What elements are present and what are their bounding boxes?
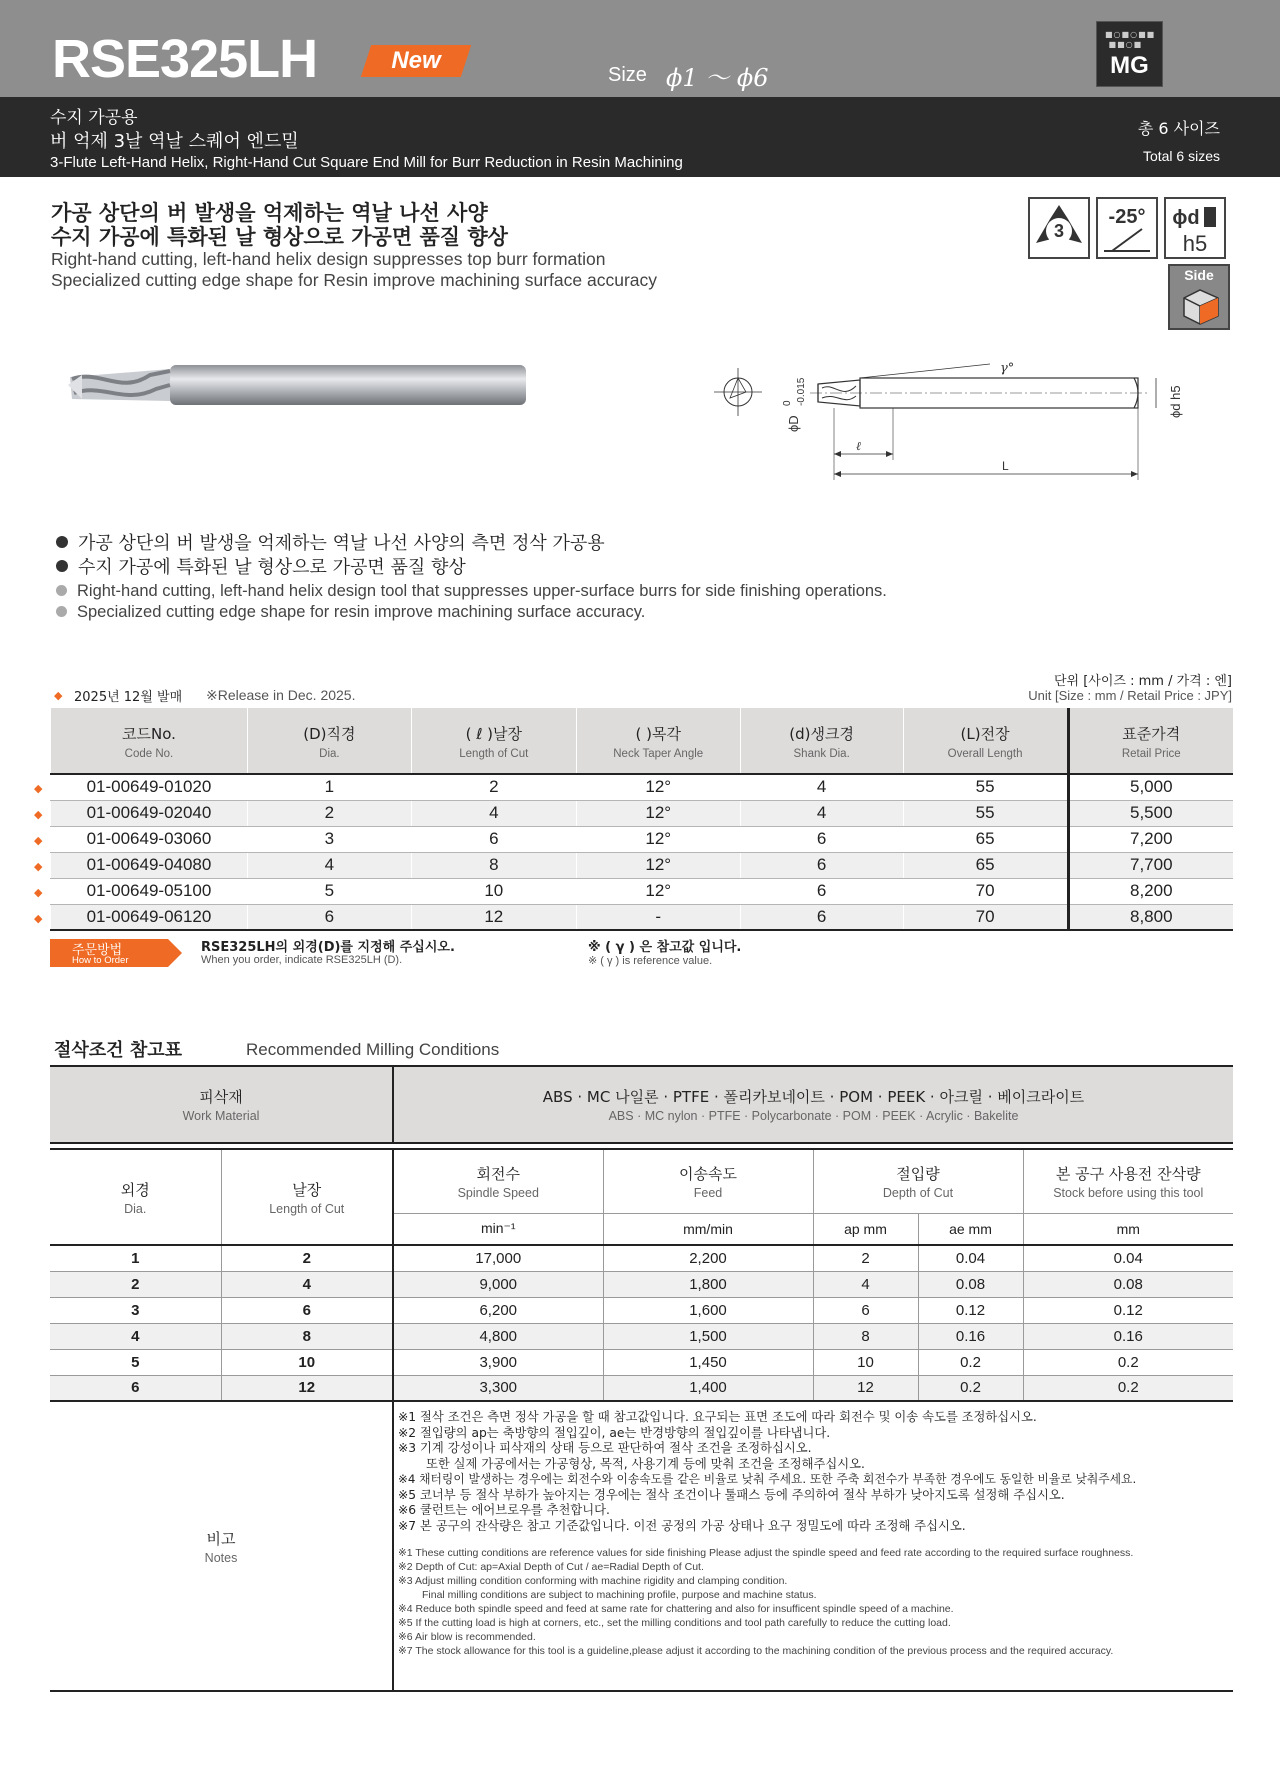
note-en-5: ※5 If the cutting load is high at corners, etc., set the milling conditions and tool path carefully to reduce the cutting load.: [398, 1617, 951, 1629]
release-ko: 2025년 12월 발매: [74, 690, 183, 705]
ref-note-ko: ※ ( γ ) 은 참고값 입니다.: [588, 940, 742, 955]
order-note-en: When you order, indicate RSE325LH (D).: [201, 954, 403, 966]
table-row: 5 10 3,900 1,450 10 0.2 0.2: [50, 1349, 1233, 1375]
notes-content: [393, 1401, 1233, 1691]
shank-tolerance-icon: [1164, 197, 1226, 259]
note-en-2: ※2 Depth of Cut: ap=Axial Depth of Cut / ae=Radial Depth of Cut.: [398, 1561, 704, 1573]
col-overall-length: (L)전장 Overall Length: [903, 708, 1068, 774]
note-ko-1: ※1 절삭 조건은 측면 정삭 가공을 할 때 참고값입니다. 요구되는 표면 조도에 따라 회전수 및 이송 속도를 조정하십시오.: [398, 1410, 1037, 1424]
row-diamond: ◆: [34, 782, 43, 795]
milling-title-en: Recommended Milling Conditions: [246, 1040, 500, 1059]
mg-dots: ■○■○■■ ■■○■: [1105, 30, 1156, 49]
col-length-of-cut: 날장 Length of Cut: [221, 1149, 393, 1245]
note-en-1: ※1 These cutting conditions are reference values for side finishing Please adjust the spindle speed and feed rate according to the required surface roughness.: [398, 1547, 1134, 1559]
bullet-en-1: Right-hand cutting, left-hand helix design tool that suppresses upper-surface burrs for side finishing operations.: [56, 582, 887, 601]
size-range: ϕ1 ～ ϕ6: [666, 64, 769, 92]
row-diamond: ◆: [34, 886, 43, 899]
note-ko-2: ※2 절입량의 ap는 축방향의 절입깊이, ae는 반경방향의 절입깊이를 나타냅니다.: [398, 1425, 831, 1440]
dia-tol-label: ϕD: [786, 415, 801, 432]
milling-table: [50, 1065, 1233, 1692]
row-diamond: ◆: [34, 912, 43, 925]
note-ko-7: ※7 본 공구의 잔삭량은 참고 기준값입니다. 이전 공정의 가공 상태나 요구 정밀도에 따라 조정해 주십시오.: [398, 1518, 966, 1533]
col-dia: (D)직경 Dia.: [247, 708, 411, 774]
table-row: 01-00649-03060 3 6 12° 6 65 7,200: [51, 826, 1234, 852]
shank-dia-label: ϕd: [1172, 207, 1200, 229]
table-row: 01-00649-02040 2 4 12° 4 55 5,500: [51, 800, 1234, 826]
headline-ko-2: 수지 가공에 특화된 날 형상으로 가공면 품질 향상: [51, 225, 508, 249]
shank-tol-label: h5: [1182, 231, 1208, 256]
table-row: 4 8 4,800 1,500 8 0.16 0.16: [50, 1323, 1233, 1349]
side-icon: [1168, 264, 1230, 330]
category-en: 3-Flute Left-Hand Helix, Right-Hand Cut Square End Mill for Burr Reduction in Resin Machining: [50, 154, 683, 171]
product-title: RSE325LH: [52, 29, 318, 89]
milling-units: min⁻¹ mm/min ap mm ae mm mm: [50, 1213, 1233, 1245]
table-row: 1 2 17,000 2,200 2 0.04 0.04: [50, 1245, 1233, 1271]
unit-ko: 단위 [사이즈 : mm / 가격 : 엔]: [1053, 674, 1232, 689]
col-spindle-speed: 회전수 Spindle Speed: [393, 1149, 603, 1213]
note-en-7: ※7 The stock allowance for this tool is a guideline,please adjust it according to the machining condition of the previous process and the required accuracy.: [398, 1645, 1114, 1657]
work-material-row: [50, 1066, 1233, 1143]
note-en-3b: Final milling conditions are subject to machining profile, purpose and machine status.: [422, 1589, 817, 1601]
note-en-3: ※3 Adjust milling condition conforming with machine rigidity and clamping condition.: [398, 1575, 788, 1587]
bullet-dot: [56, 585, 67, 596]
headline-ko-1: 가공 상단의 버 발생을 억제하는 역날 나선 사양: [51, 201, 488, 225]
category-ko-1: 수지 가공용: [50, 108, 138, 128]
total-sizes-en: Total 6 sizes: [1142, 148, 1220, 164]
ref-note-en: ※ ( γ ) is reference value.: [588, 955, 713, 967]
note-en-4: ※4 Reduce both spindle speed and feed at same rate for chattering and also for insufficent spindle speed of a machine.: [398, 1603, 954, 1615]
side-label: Side: [1184, 267, 1214, 283]
row-diamond: ◆: [34, 860, 43, 873]
col-code: 코드No. Code No.: [51, 708, 248, 774]
col-dia: 외경 Dia.: [50, 1149, 221, 1245]
bullet-dot: [56, 536, 68, 548]
col-neck-angle: ( )목각 Neck Taper Angle: [576, 708, 740, 774]
helix-angle-icon: [1096, 197, 1158, 259]
size-label: Size: [608, 64, 647, 86]
row-diamond: ◆: [34, 834, 43, 847]
bullet-en-2: Specialized cutting edge shape for resin improve machining surface accuracy.: [56, 603, 645, 622]
bullet-dot: [56, 560, 68, 572]
bullet-dot: [56, 606, 67, 617]
unit-en: Unit [Size : mm / Retail Price : JPY]: [1028, 688, 1232, 703]
col-feed: 이송속도 Feed: [603, 1149, 813, 1213]
lcut-label: ℓ: [856, 439, 861, 453]
flutes-icon: [1028, 197, 1090, 259]
release-diamond: ◆: [54, 689, 63, 702]
col-price: 표준가격 Retail Price: [1068, 708, 1233, 774]
note-ko-3b: 또한 실제 가공에서는 가공형상, 목적, 사용기계 등에 맞춰 조건을 조정해주십시오.: [426, 1456, 865, 1471]
order-note-ko: RSE325LH의 외경(D)를 지정해 주십시오.: [201, 940, 455, 955]
notes-label: 비고 Notes: [50, 1401, 393, 1691]
milling-header: [50, 1149, 1233, 1213]
milling-title-ko: 절삭조건 참고표: [54, 1040, 182, 1061]
length-label: L: [1002, 459, 1009, 473]
helix-angle-value: -25°: [1108, 206, 1146, 228]
note-ko-6: ※6 쿨런트는 에어브로우를 추천합니다.: [398, 1503, 610, 1517]
tol-upper: 0: [782, 400, 793, 406]
flutes-count: 3: [1053, 221, 1065, 241]
headline-en-1: Right-hand cutting, left-hand helix design suppresses top burr formation: [51, 249, 606, 269]
release-en: ※Release in Dec. 2025.: [206, 687, 356, 703]
shank-label: ϕd h5: [1168, 385, 1183, 418]
notes-row: [50, 1401, 1233, 1691]
work-material-label: 피삭재 Work Material: [50, 1066, 393, 1143]
category-ko-2: 버 억제 3날 역날 스퀘어 엔드밀: [50, 131, 299, 152]
table-row: 01-00649-05100 5 10 12° 6 70 8,200: [51, 878, 1234, 904]
table-row: 3 6 6,200 1,600 6 0.12 0.12: [50, 1297, 1233, 1323]
total-sizes-ko: 총 6 사이즈: [1137, 119, 1220, 138]
table-row: 6 12 3,300 1,400 12 0.2 0.2: [50, 1375, 1233, 1401]
how-to-order-arrow: [168, 939, 182, 967]
mg-badge: [1096, 21, 1163, 87]
product-table: [50, 708, 1233, 931]
col-stock: 본 공구 사용전 잔삭량 Stock before using this tool: [1023, 1149, 1233, 1213]
new-badge: New: [361, 45, 471, 77]
product-table-header: [51, 708, 1234, 774]
technical-drawing: [710, 350, 1250, 480]
bullet-ko-1: 가공 상단의 버 발생을 억제하는 역날 나선 사양의 측면 정삭 가공용: [56, 529, 605, 555]
note-ko-5: ※5 코너부 등 절삭 부하가 높아지는 경우에는 절삭 조건이나 툴패스 등에 주의하여 절삭 부하가 낮아지도록 설정해 주십시오.: [398, 1487, 1065, 1502]
table-row: 01-00649-01020 1 2 12° 4 55 5,000: [51, 774, 1234, 800]
table-row: 01-00649-06120 6 12 - 6 70 8,800: [51, 904, 1234, 930]
mg-label: MG: [1110, 52, 1149, 79]
col-shank-dia: (d)생크경 Shank Dia.: [740, 708, 903, 774]
note-ko-4: ※4 채터링이 발생하는 경우에는 회전수와 이송속도를 같은 비율로 낮춰 주세요. 또한 주축 회전수가 부족한 경우에도 동일한 비율로 낮춰주세요.: [398, 1472, 1137, 1486]
bullet-ko-2: 수지 가공에 특화된 날 형상으로 가공면 품질 향상: [56, 553, 466, 579]
how-to-order-ko: 주문방법: [72, 943, 123, 958]
note-en-6: ※6 Air blow is recommended.: [398, 1631, 536, 1643]
row-diamond: ◆: [34, 808, 43, 821]
work-material-value: ABS · MC 나일론 · PTFE · 폴리카보네이트 · POM · PEEK · 아크릴 · 베이크라이트 ABS · MC nylon · PTFE · Polycarbonate · POM · PEEK · Acrylic · Bakelite: [393, 1066, 1233, 1143]
table-row: 01-00649-04080 4 8 12° 6 65 7,700: [51, 852, 1234, 878]
gamma-label: γ°: [1000, 361, 1015, 376]
col-depth-of-cut: 절입량 Depth of Cut: [813, 1149, 1023, 1213]
product-photo: [60, 355, 540, 415]
table-row: 2 4 9,000 1,800 4 0.08 0.08: [50, 1271, 1233, 1297]
headline-en-2: Specialized cutting edge shape for Resin improve machining surface accuracy: [51, 270, 658, 290]
tol-lower: -0.015: [796, 377, 807, 406]
how-to-order-en: How to Order: [72, 955, 129, 966]
col-length-of-cut: ( ℓ )날장 Length of Cut: [411, 708, 576, 774]
note-ko-3: ※3 기계 강성이나 피삭재의 상태 등으로 판단하여 절삭 조건을 조정하십시오.: [398, 1441, 812, 1455]
